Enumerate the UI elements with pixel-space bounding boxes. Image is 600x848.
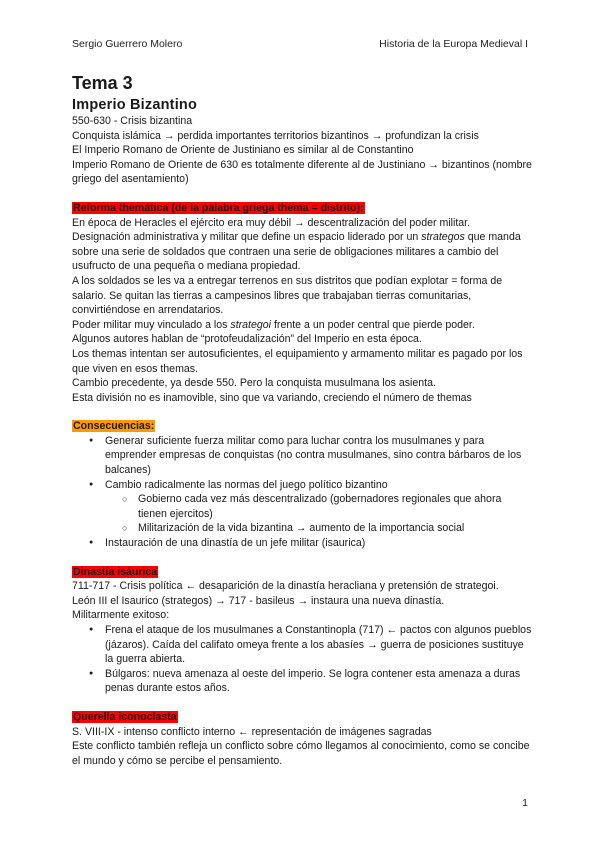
- paragraph: Los themas intentan ser autosuficientes, el equipamiento y armamento militar es pagado por los que viven en esos themas.: [72, 347, 523, 375]
- sub-list-item: ○ Militarización de la vida bizantina → aumento de la importancia social: [105, 521, 532, 536]
- intro-line: Conquista islámica → perdida importantes territorios bizantinos → profundizan la crisis: [72, 129, 479, 142]
- dinastia-section: [72, 565, 532, 696]
- reforma-section: [72, 201, 532, 405]
- consecuencias-section: [72, 419, 532, 550]
- paragraph: Poder militar muy vinculado a los strategoi frente a un poder central que pierde poder.: [72, 318, 475, 331]
- paragraph: 711-717 - Crisis política ← desaparición de la dinastía heracliana y pretensión de strategoi.: [72, 580, 499, 593]
- paragraph: Algunos autores hablan de “protofeudalización” del Imperio en esta época.: [72, 333, 422, 346]
- paragraph: León III el Isaurico (strategos) → 717 - basileus → instaura una nueva dinastía.: [72, 594, 445, 607]
- header-course: Historia de la Europa Medieval I: [379, 38, 528, 50]
- paragraph: Designación administrativa y militar que define un espacio liderado por un strategos que manda sobre una serie de soldados que contraen una serie de obligaciones militares a cambio del usufructo de una pequeña o mediana propiedad.: [72, 231, 521, 273]
- list-item: ● Búlgaros: nueva amenaza al oeste del imperio. Se logra contener esta amenaza a duras penas durante estos años.: [72, 667, 532, 696]
- intro-line: El Imperio Romano de Oriente de Justiniano es similar al de Constantino: [72, 144, 414, 157]
- paragraph: A los soldados se les va a entregar terrenos en sus distritos que podían explotar = forma de salario. Se quitan las tierras a campesinos libres que trabajaban tierras comunitarias, convirtiéndose en arrendatarios.: [72, 274, 503, 317]
- paragraph: S. VIII-IX - intenso conflicto interno ← representación de imágenes sagradas: [72, 725, 432, 738]
- page-number: 1: [522, 797, 528, 809]
- querella-heading: Querella iconoclasta: [73, 710, 177, 723]
- intro-line: 550-630 - Crisis bizantina: [72, 115, 193, 127]
- paragraph: Este conflicto también refleja un conflicto sobre cómo llegamos al conocimiento, como se concibe el mundo y cómo se percibe el pensamiento.: [72, 740, 530, 767]
- document-body: [72, 72, 532, 768]
- dinastia-heading: Dinastía isáurica: [73, 565, 158, 578]
- document-title: Tema 3: [72, 73, 133, 93]
- list-item: ● Frena el ataque de los musulmanes a Constantinopla (717) ← pactos con algunos pueblos (jázaros). Caída del califato omeya frente a los abasíes → guerra de posiciones sustituye la guerra abierta.: [72, 623, 532, 667]
- paragraph: En época de Heracles el ejército era muy débil → descentralización del poder militar.: [72, 216, 471, 229]
- list-item: ● Generar suficiente fuerza militar como para luchar contra los musulmanes y para emprender empresas de conquistas (no contra musulmanes, sino contra bárbaros de los balcanes): [72, 434, 532, 478]
- list-item: ● Cambio radicalmente las normas del juego político bizantino ○ Gobierno cada vez más descentralizado (gobernadores regionales que ahora tienen ejercitos) ○ Militarización de la vida bizantina → aumento de la importancia social: [72, 478, 532, 536]
- sub-list: [105, 492, 532, 536]
- intro-line: Imperio Romano de Oriente de 630 es totalmente diferente al de Justiniano → bizantinos (nombre griego del asentamiento): [72, 158, 532, 186]
- consecuencias-heading: Consecuencias:: [73, 420, 155, 433]
- paragraph: Cambio precedente, ya desde 550. Pero la conquista musulmana los asienta.: [72, 377, 436, 390]
- consecuencias-list: [72, 434, 532, 551]
- reforma-heading: Reforma themática (de la palabra griega thema = distrito):: [73, 201, 364, 214]
- sub-list-item: ○ Gobierno cada vez más descentralizado (gobernadores regionales que ahora tienen ejercitos): [105, 492, 532, 521]
- header-author: Sergio Guerrero Molero: [72, 38, 183, 50]
- intro-section: [72, 114, 532, 187]
- paragraph: Esta división no es inamovible, sino que va variando, creciendo el número de themas: [72, 391, 472, 404]
- page-header: [72, 38, 528, 50]
- querella-section: [72, 710, 532, 768]
- list-item: ● Instauración de una dinastía de un jefe militar (isaurica): [72, 536, 532, 551]
- dinastia-list: [72, 623, 532, 696]
- paragraph: Militarmente exitoso:: [72, 609, 170, 622]
- document-subtitle: Imperio Bizantino: [72, 97, 198, 113]
